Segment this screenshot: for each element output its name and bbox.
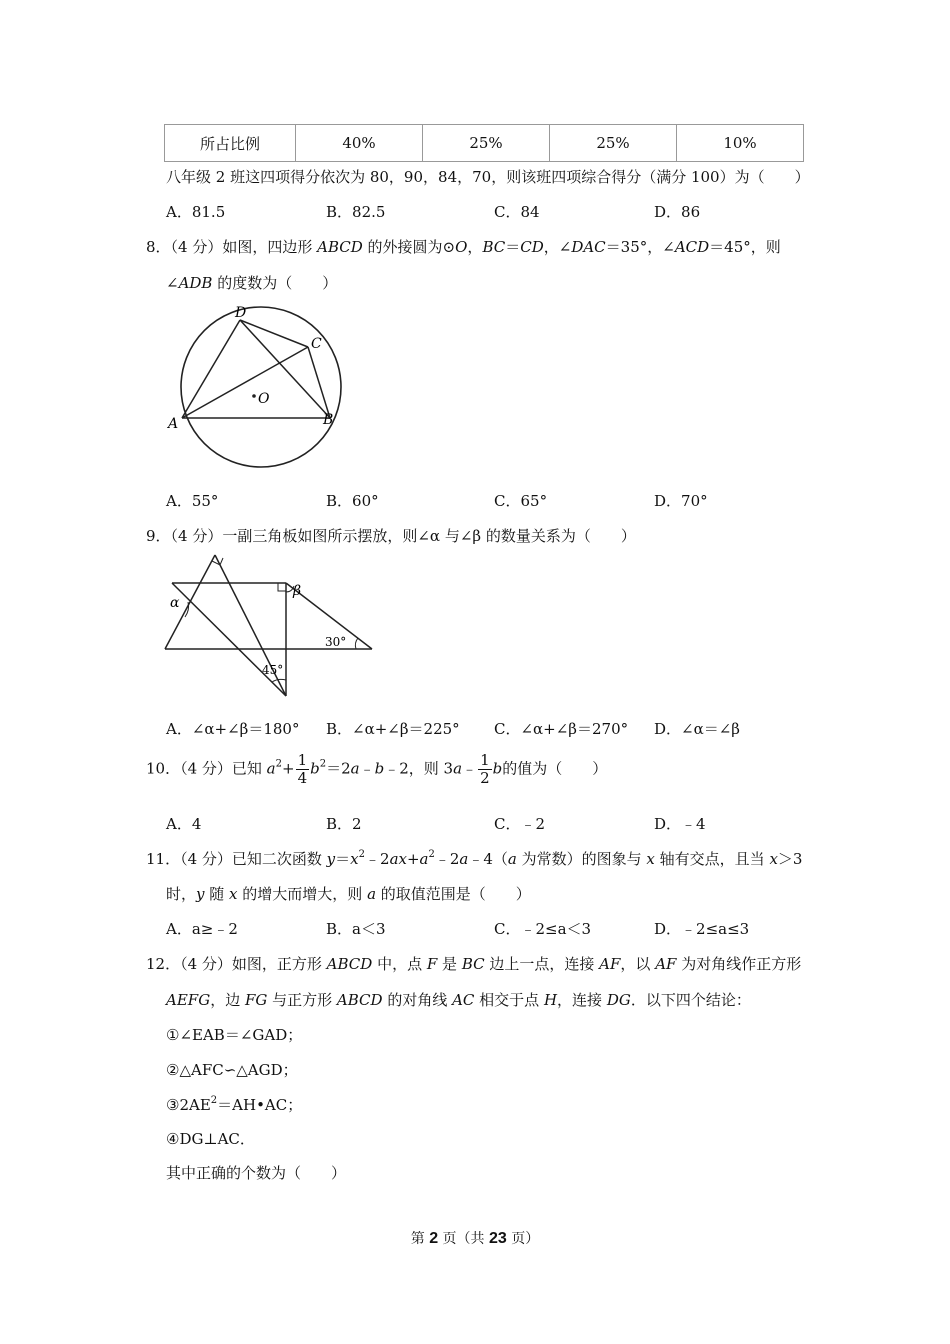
page-footer: 第 2 页（共 23 页） (410, 1230, 540, 1247)
table-cell: 40% (296, 125, 423, 162)
q11-option-a: A．a≥﹣2 (166, 920, 238, 938)
ratio-table (164, 124, 804, 162)
q11-stem-line2: 时，y 随 x 的增大而增大，则 a 的取值范围是（ ） (166, 885, 531, 903)
q8-stem-line2: ∠ADB 的度数为（ ） (166, 274, 338, 292)
q7-option-c: C．84 (494, 203, 540, 221)
q11-option-d: D．﹣2≤a≤3 (654, 920, 750, 938)
segment-cb (308, 347, 330, 418)
segment-ad (182, 320, 240, 418)
q8-option-b: B．60° (326, 492, 379, 510)
q8-option-a: A．55° (166, 492, 219, 510)
q8-option-d: D．70° (654, 492, 708, 510)
q7-option-b: B．82.5 (326, 203, 386, 221)
q9-option-c: C．∠α+∠β＝270° (494, 720, 629, 738)
q12-stem-line2: AEFG，边 FG 与正方形 ABCD 的对角线 AC 相交于点 H，连接 DG．以下四个结论： (166, 991, 751, 1009)
segment-ac (182, 347, 308, 418)
q9-stem: 9．（4 分）一副三角板如图所示摆放，则∠α 与∠β 的数量关系为（ ） (146, 527, 636, 545)
label-30: 30° (325, 635, 347, 649)
q12-conclusion-2: ②△AFC∽△AGD； (166, 1061, 298, 1079)
angle30-arc (355, 638, 358, 649)
q12-conclusion-1: ①∠EAB＝∠GAD； (166, 1026, 303, 1044)
table-cell: 所占比例 (165, 125, 296, 162)
center-point (252, 394, 256, 398)
q9-option-a: A．∠α+∠β＝180° (166, 720, 300, 738)
right-angle-mark-corner (278, 583, 286, 591)
q9-triangle-figure (160, 550, 380, 700)
q7-stem: 八年级 2 班这四项得分依次为 80，90，84，70，则该班四项综合得分（满分 100）为（ ） (166, 168, 810, 186)
q10-option-a: A．4 (166, 815, 202, 833)
page-total: 23 (489, 1230, 507, 1247)
label-alpha: α (170, 595, 180, 611)
q8-stem: 8．（4 分）如图，四边形 ABCD 的外接圆为⊙O，BC＝CD，∠DAC＝35°，∠ACD＝45°，则 (146, 238, 781, 256)
label-45: 45° (262, 663, 284, 677)
q12-question: 其中正确的个数为（ ） (166, 1164, 347, 1182)
q11-stem: 11．（4 分）已知二次函数 $y=x^2﹣2ax+a^2﹣2a﹣4(a$ 为常数）的图象与 x 轴有交点，且当 x＞3 (146, 849, 803, 868)
q12-conclusion-3: $③2AE^2=AH•AC$； (166, 1095, 303, 1114)
label-o: O (258, 391, 270, 407)
q9-option-b: B．∠α+∠β＝225° (326, 720, 460, 738)
q8-option-c: C．65° (494, 492, 548, 510)
q8-circle-figure (160, 300, 350, 475)
table-cell: 10% (677, 125, 804, 162)
segment-db (240, 320, 330, 418)
q10-option-b: B．2 (326, 815, 362, 833)
table-cell: 25% (550, 125, 677, 162)
page-number: 2 (429, 1230, 439, 1247)
label-b: B (323, 412, 334, 428)
circumcircle (181, 307, 341, 467)
table-cell: 25% (423, 125, 550, 162)
q12-stem: 12．（4 分）如图，正方形 ABCD 中，点 F 是 BC 边上一点，连接 AF，以 AF 为对角线作正方形 (146, 955, 802, 973)
q9-option-d: D．∠α＝∠β (654, 720, 740, 738)
q10-option-c: C．﹣2 (494, 815, 546, 833)
label-a: A (168, 416, 179, 432)
segment-dc (240, 320, 308, 347)
triangle45-base (172, 583, 286, 696)
label-c: C (311, 336, 322, 352)
q11-option-c: C．﹣2≤a＜3 (494, 920, 592, 938)
q7-option-d: D．86 (654, 203, 701, 221)
label-d: D (235, 305, 247, 321)
table-row (165, 125, 804, 162)
fraction-one-quarter: $\frac{1}{4}$ (297, 751, 308, 787)
q12-conclusion-4: ④DG⊥AC． (166, 1130, 255, 1148)
fraction-one-half: $\frac{1}{2}$ (480, 751, 490, 787)
q10-option-d: D．﹣4 (654, 815, 706, 833)
q11-option-b: B．a＜3 (326, 920, 386, 938)
label-beta: β (293, 583, 302, 599)
q10-stem: 10．（4 分）已知 $a^2+$ $\frac{1}{4}$ $b^2=2a﹣b﹣2$，则 3a﹣ $\frac{1}{2}$ b的值为（ ） (146, 751, 608, 787)
q7-option-a: A．81.5 (166, 203, 226, 221)
